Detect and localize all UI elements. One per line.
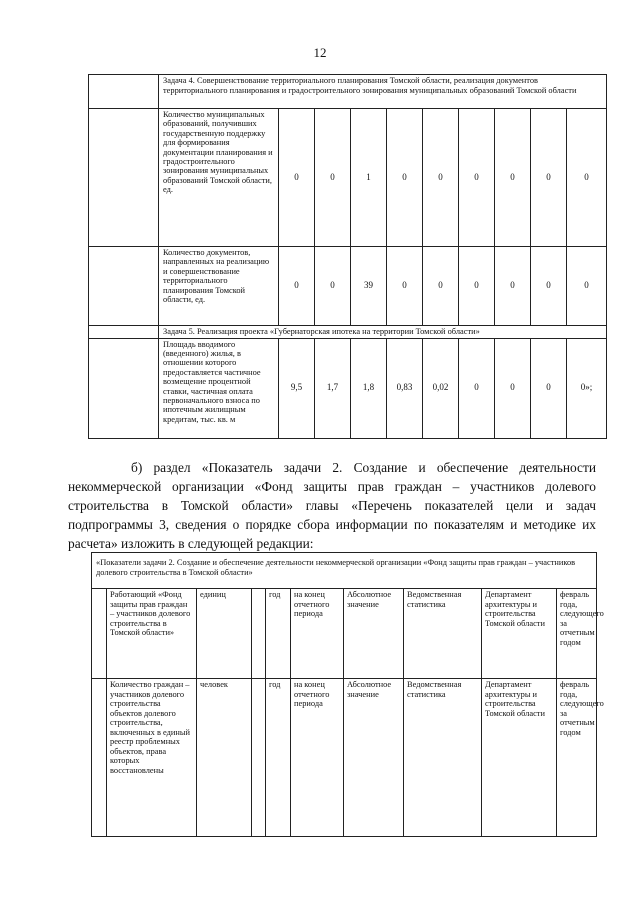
source-cell: Ведомственная статистика	[404, 679, 482, 837]
empty-cell	[92, 589, 107, 679]
value-cell: 0	[495, 338, 531, 438]
table-row	[89, 338, 607, 438]
period-cell: год	[266, 589, 291, 679]
value-cell: 0	[495, 247, 531, 326]
value-cell: 0	[423, 247, 459, 326]
table-row	[89, 247, 607, 326]
value-cell: 1	[351, 109, 387, 247]
method-cell: Абсолютное значение	[344, 589, 404, 679]
value-cell: 0,02	[423, 338, 459, 438]
value-cell: 0	[567, 109, 607, 247]
value-cell: 0	[531, 109, 567, 247]
value-cell: 0	[279, 247, 315, 326]
amendment-paragraph	[68, 458, 596, 553]
period-cell: год	[266, 679, 291, 837]
value-cell: 1,7	[315, 338, 351, 438]
value-cell: 0	[531, 338, 567, 438]
deadline-cell: февраль года, следующего за отчетным годом	[557, 679, 597, 837]
moment-cell: на конец отчетного периода	[291, 679, 344, 837]
table-row	[92, 589, 597, 679]
value-cell: 0	[423, 109, 459, 247]
deadline-cell: февраль года, следующего за отчетным годом	[557, 589, 597, 679]
task-5-heading: Задача 5. Реализация проекта «Губернаторская ипотека на территории Томской области»	[159, 326, 607, 339]
value-cell: 0	[531, 247, 567, 326]
unit-cell: человек	[197, 679, 252, 837]
table-row	[89, 109, 607, 247]
value-cell: 0	[459, 338, 495, 438]
empty-cell	[92, 679, 107, 837]
method-cell: Абсолютное значение	[344, 679, 404, 837]
empty-cell	[89, 109, 159, 247]
value-cell: 0	[315, 109, 351, 247]
moment-cell: на конец отчетного периода	[291, 589, 344, 679]
value-cell: 0,83	[387, 338, 423, 438]
value-cell: 0	[459, 109, 495, 247]
indicator-name: Работающий «Фонд защиты прав граждан – участников долевого строительства в Томской области»	[107, 589, 197, 679]
table2-caption: «Показатели задачи 2. Создание и обеспечение деятельности некоммерческой организации «Фонд защиты прав граждан – участников долевого строительства в Томской области»	[92, 553, 597, 589]
task2-indicators-table	[91, 552, 604, 837]
value-cell: 0	[495, 109, 531, 247]
empty-cell	[89, 75, 159, 109]
value-cell: 0	[315, 247, 351, 326]
page-number: 12	[313, 45, 327, 60]
value-cell: 1,8	[351, 338, 387, 438]
value-cell: 0»;	[567, 338, 607, 438]
indicator-name: Количество муниципальных образований, получивших государственную поддержку для формирования документации планирования и градостроительного зонирования муниципальных образований Томской области, ед.	[159, 109, 279, 247]
empty-cell	[252, 589, 266, 679]
table-row	[92, 679, 597, 837]
empty-cell	[89, 338, 159, 438]
empty-cell	[252, 679, 266, 837]
empty-cell	[89, 326, 159, 339]
value-cell: 9,5	[279, 338, 315, 438]
empty-cell	[89, 247, 159, 326]
amendment-text: б) раздел «Показатель задачи 2. Создание и обеспечение деятельности некоммерческой организации «Фонд защиты прав граждан – участников долевого строительства в Томской области» главы «Перечень показателей цели и задач подпрограммы 3, сведения о порядке сбора информации по показателям и методике их расчета» изложить в следующей редакции:	[68, 460, 596, 551]
indicator-name: Количество документов, направленных на реализацию и совершенствование территориального планирования Томской области, ед.	[159, 247, 279, 326]
indicators-table	[88, 74, 607, 439]
indicator-name: Площадь вводимого (введенного) жилья, в отношении которого предоставляется частичное возмещение процентной ставки, частичная оплата первоначального взноса по ипотечным жилищным кредитам, тыс. кв. м	[159, 338, 279, 438]
task-4-heading: Задача 4. Совершенствование территориального планирования Томской области, реализация документов территориального планирования и градостроительного зонирования муниципальных образований Томской области	[159, 75, 607, 109]
indicator-name: Количество граждан – участников долевого строительства объектов долевого строительства, включенных в единый реестр проблемных объектов, права которых восстановлены	[107, 679, 197, 837]
value-cell: 39	[351, 247, 387, 326]
value-cell: 0	[567, 247, 607, 326]
value-cell: 0	[387, 109, 423, 247]
value-cell: 0	[387, 247, 423, 326]
unit-cell: единиц	[197, 589, 252, 679]
value-cell: 0	[279, 109, 315, 247]
value-cell: 0	[459, 247, 495, 326]
responsible-cell: Департамент архитектуры и строительства Томской области	[482, 589, 557, 679]
responsible-cell: Департамент архитектуры и строительства Томской области	[482, 679, 557, 837]
source-cell: Ведомственная статистика	[404, 589, 482, 679]
